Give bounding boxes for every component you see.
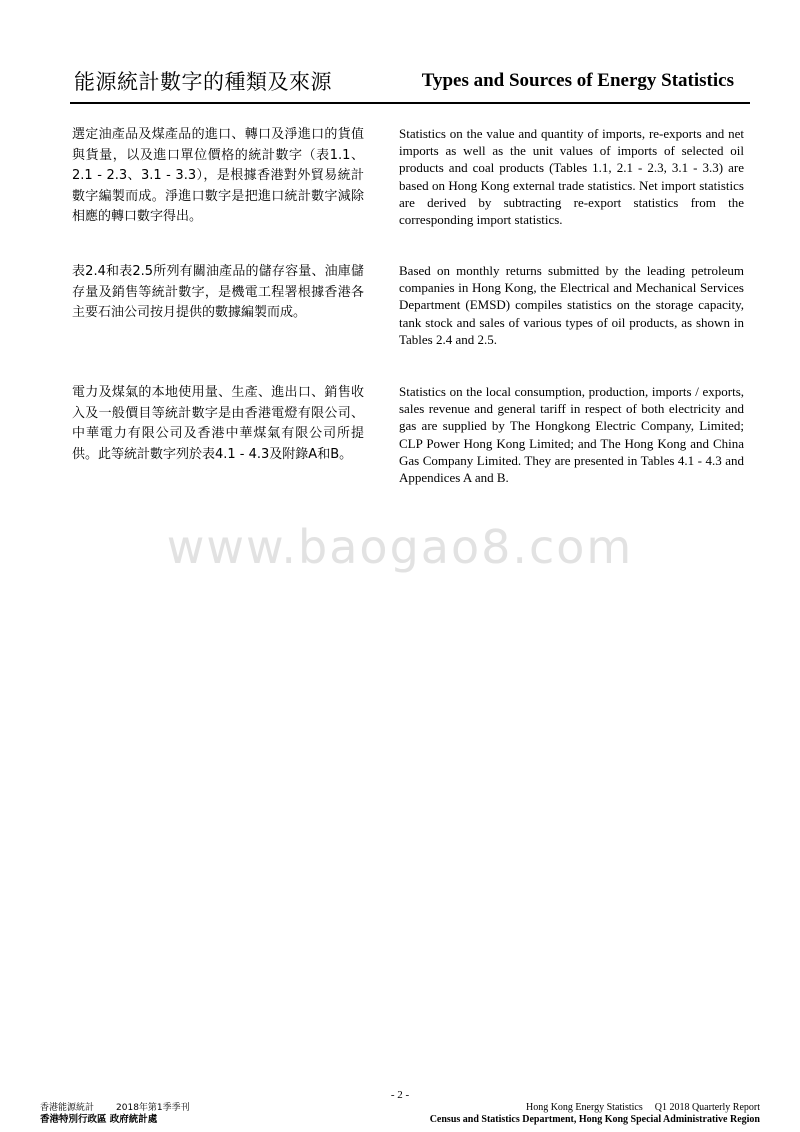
section-text-english: Statistics on the value and quantity of imports, re-exports and net imports as well as the unit values of imports of selected oil products and coal products (Tables 1.1, 2.1 - 2.3, 3.1 - 3.3) are based on Hong Kong external trade statistics. Net import statistics are derived by subtracting re-export statistics from the corresponding import statistics. [399, 126, 744, 228]
page-title-english: Types and Sources of Energy Statistics [421, 70, 734, 91]
section-text-chinese: 表2.4和表2.5所列有關油產品的儲存容量、油庫儲存量及銷售等統計數字，是機電工程署根據香港各主要石油公司按月提供的數據編製而成。 [72, 264, 364, 320]
section-text-chinese: 選定油產品及煤產品的進口、轉口及淨進口的貨值與貨量，以及進口單位價格的統計數字（表1.1、2.1 - 2.3、3.1 - 3.3），是根據香港對外貿易統計數字編製而成。淨進口數字是把進口統計數字減除相應的轉口數字得出。 [72, 127, 364, 224]
footer-publication-english [430, 1102, 760, 1114]
header-divider [70, 102, 750, 104]
section-text-chinese: 電力及煤氣的本地使用量、生產、進出口、銷售收入及一般價目等統計數字是由香港電燈有限公司、中華電力有限公司及香港中華煤氣有限公司所提供。此等統計數字列於表4.1 - 4.3及附錄A和B。 [72, 385, 364, 462]
page-number: - 2 - [390, 1089, 410, 1101]
footer-left [40, 1102, 190, 1126]
footer-right [430, 1102, 760, 1126]
page-title-chinese: 能源統計數字的種類及來源 [74, 70, 332, 94]
section-text-english: Statistics on the local consumption, production, imports / exports, sales revenue and general tariff in respect of both electricity and gas are supplied by The Hongkong Electric Company, Limited; CLP Power Hong Kong Limited; and The Hong Kong and China Gas Company Limited. They are presented in Tables 4.1 - 4.3 and Appendices A and B. [399, 384, 744, 486]
footer-department-chinese: 香港特別行政區 政府統計處 [40, 1114, 158, 1125]
footer-issue-en: Q1 2018 Quarterly Report [654, 1102, 760, 1113]
footer-pub-name-en: Hong Kong Energy Statistics [525, 1102, 643, 1113]
watermark: www.baogao8.com [166, 520, 634, 574]
section-text-english: Based on monthly returns submitted by the leading petroleum companies in Hong Kong, the Electrical and Mechanical Services Department (EMSD) compiles statistics on the storage capacity, tank stock and sales of various types of oil products, as shown in Tables 2.4 and 2.5. [399, 263, 744, 347]
page-header [70, 64, 750, 104]
footer-publication-chinese [40, 1102, 190, 1114]
footer-department-english: Census and Statistics Department, Hong Kong Special Administrative Region [429, 1114, 760, 1125]
footer-issue-zh: 2018年第1季季刊 [116, 1103, 190, 1113]
footer-pub-name-zh: 香港能源統計 [40, 1103, 95, 1113]
